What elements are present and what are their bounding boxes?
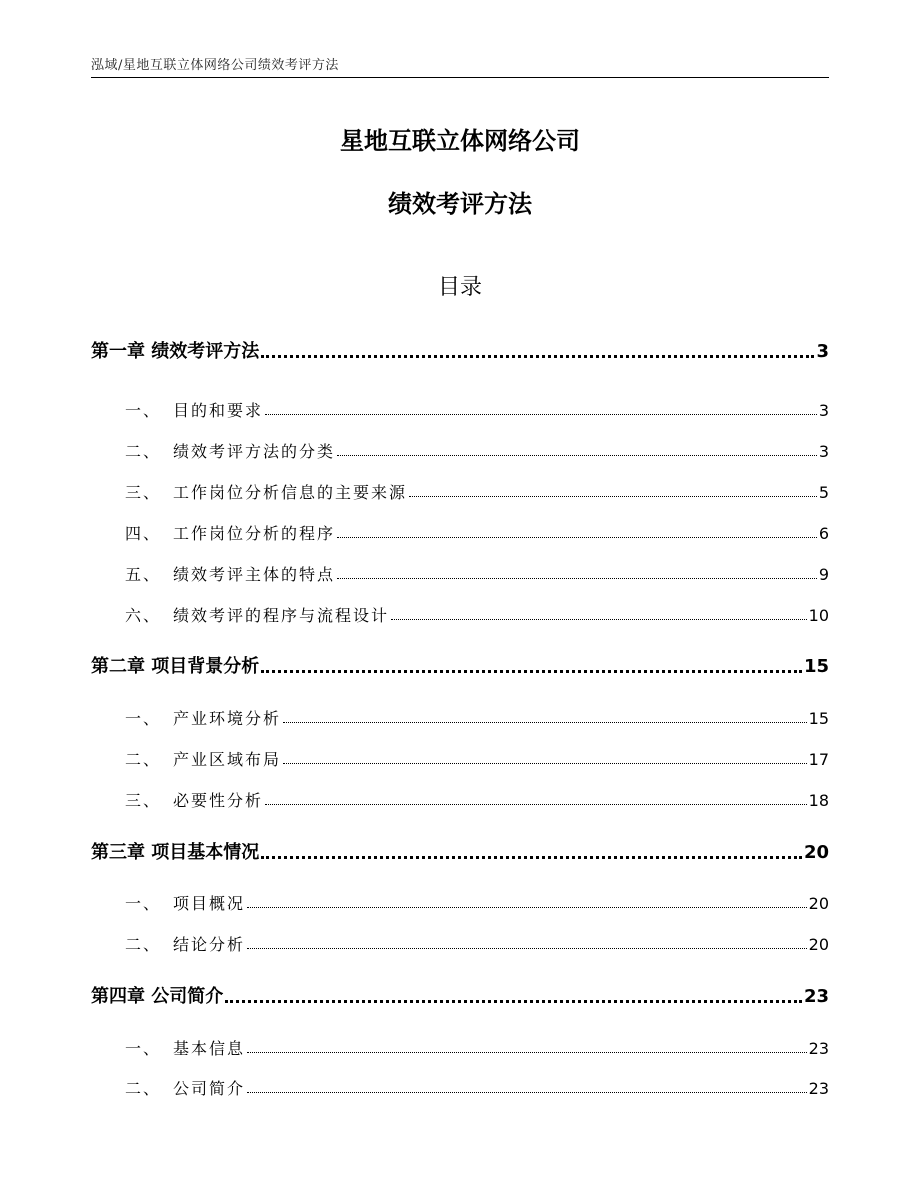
- toc-entry-title: [91, 838, 259, 864]
- toc-entry-label: 绩效考评主体的特点: [173, 565, 336, 584]
- toc-page-number: 15: [808, 709, 829, 728]
- toc-entry-number: 一、: [125, 894, 162, 913]
- toc-section-entry[interactable]: [91, 439, 829, 462]
- toc-entry-label: 公司简介: [173, 1079, 246, 1098]
- toc-entry-title: [125, 439, 335, 462]
- toc-chapter-entry[interactable]: [91, 982, 829, 1008]
- toc-section-entry[interactable]: [91, 562, 829, 585]
- toc-entry-label: 项目背景分析: [151, 656, 260, 677]
- toc-entry-title: [125, 932, 245, 955]
- toc-dot-leader: [283, 763, 807, 764]
- toc-page-number: 23: [803, 986, 829, 1007]
- toc-section-entry[interactable]: [91, 1036, 829, 1059]
- toc-entry-label: 公司简介: [151, 986, 224, 1007]
- toc-section-entry[interactable]: [91, 932, 829, 955]
- toc-dot-leader: [337, 537, 817, 538]
- toc-page-number: 20: [803, 842, 829, 863]
- toc-entry-title: [125, 891, 245, 914]
- toc-entry-number: 五、: [125, 565, 162, 584]
- toc-entry-number: 一、: [125, 401, 162, 420]
- toc-dot-leader: [337, 578, 817, 579]
- toc-entry-title: [91, 652, 259, 678]
- toc-entry-label: 产业区域布局: [173, 750, 282, 769]
- toc-dot-leader: [261, 355, 814, 358]
- toc-entry-number: 一、: [125, 709, 162, 728]
- toc-page-number: 5: [818, 483, 829, 502]
- toc-entry-number: 第三章: [91, 842, 145, 863]
- toc-entry-title: [125, 1036, 245, 1059]
- toc-section-entry[interactable]: [91, 480, 829, 503]
- toc-section-entry[interactable]: [91, 788, 829, 811]
- toc-entry-title: [125, 521, 335, 544]
- toc-entry-title: [125, 562, 335, 585]
- toc-entry-label: 目的和要求: [173, 401, 264, 420]
- toc-dot-leader: [283, 722, 807, 723]
- toc-entry-title: [125, 603, 389, 626]
- toc-heading: 目录: [437, 275, 482, 300]
- toc-chapter-entry[interactable]: [91, 652, 829, 678]
- toc-page-number: 9: [818, 565, 829, 584]
- toc-entry-label: 绩效考评方法: [151, 341, 260, 362]
- toc-page-number: 23: [808, 1079, 829, 1098]
- toc-entry-label: 基本信息: [173, 1039, 246, 1058]
- toc-entry-label: 绩效考评的程序与流程设计: [173, 606, 390, 625]
- toc-section-entry[interactable]: [91, 398, 829, 421]
- document-title-subject: 绩效考评方法: [388, 190, 532, 218]
- toc-entry-title: [125, 398, 263, 421]
- toc-page-number: 18: [808, 791, 829, 810]
- toc-dot-leader: [265, 804, 807, 805]
- toc-entry-number: 三、: [125, 483, 162, 502]
- toc-dot-leader: [265, 414, 817, 415]
- toc-chapter-entry[interactable]: [91, 838, 829, 864]
- toc-dot-leader: [409, 496, 817, 497]
- toc-entry-number: 六、: [125, 606, 162, 625]
- toc-dot-leader: [247, 1092, 807, 1093]
- toc-section-entry[interactable]: [91, 706, 829, 729]
- toc-dot-leader: [247, 907, 807, 908]
- toc-entry-number: 一、: [125, 1039, 162, 1058]
- toc-dot-leader: [225, 1000, 802, 1003]
- toc-entry-label: 必要性分析: [173, 791, 264, 810]
- toc-entry-number: 二、: [125, 750, 162, 769]
- toc-dot-leader: [261, 856, 802, 859]
- toc-page-number: 23: [808, 1039, 829, 1058]
- toc-dot-leader: [261, 670, 802, 673]
- toc-page-number: 20: [808, 894, 829, 913]
- toc-entry-title: [91, 982, 223, 1008]
- toc-entry-label: 产业环境分析: [173, 709, 282, 728]
- toc-entry-label: 项目基本情况: [151, 842, 260, 863]
- toc-entry-number: 第一章: [91, 341, 145, 362]
- toc-dot-leader: [391, 619, 807, 620]
- toc-page-number: 17: [808, 750, 829, 769]
- toc-entry-number: 二、: [125, 442, 162, 461]
- toc-entry-title: [125, 747, 281, 770]
- toc-chapter-entry[interactable]: [91, 337, 829, 363]
- toc-entry-label: 项目概况: [173, 894, 246, 913]
- toc-entry-number: 二、: [125, 935, 162, 954]
- toc-page-number: 3: [818, 401, 829, 420]
- toc-entry-label: 结论分析: [173, 935, 246, 954]
- toc-dot-leader: [337, 455, 817, 456]
- toc-section-entry[interactable]: [91, 891, 829, 914]
- toc-entry-title: [125, 1076, 245, 1099]
- document-title-company: 星地互联立体网络公司: [340, 127, 580, 155]
- toc-entry-title: [91, 337, 259, 363]
- toc-page-number: 20: [808, 935, 829, 954]
- toc-page-number: 15: [803, 656, 829, 677]
- toc-entry-label: 工作岗位分析的程序: [173, 524, 336, 543]
- toc-page-number: 6: [818, 524, 829, 543]
- toc-dot-leader: [247, 948, 807, 949]
- toc-entry-title: [125, 480, 407, 503]
- toc-page-number: 3: [816, 341, 829, 362]
- toc-entry-label: 工作岗位分析信息的主要来源: [173, 483, 408, 502]
- toc-entry-number: 第四章: [91, 986, 145, 1007]
- toc-entry-number: 第二章: [91, 656, 145, 677]
- table-of-contents: [91, 0, 829, 1191]
- toc-entry-title: [125, 706, 281, 729]
- toc-entry-title: [125, 788, 263, 811]
- toc-section-entry[interactable]: [91, 1076, 829, 1099]
- toc-entry-number: 二、: [125, 1079, 162, 1098]
- toc-page-number: 10: [808, 606, 829, 625]
- toc-section-entry[interactable]: [91, 603, 829, 626]
- toc-section-entry[interactable]: [91, 747, 829, 770]
- toc-page-number: 3: [818, 442, 829, 461]
- toc-dot-leader: [247, 1052, 807, 1053]
- toc-entry-label: 绩效考评方法的分类: [173, 442, 336, 461]
- toc-entry-number: 四、: [125, 524, 162, 543]
- toc-section-entry[interactable]: [91, 521, 829, 544]
- toc-entry-number: 三、: [125, 791, 162, 810]
- running-header: 泓域/星地互联立体网络公司绩效考评方法: [91, 58, 339, 73]
